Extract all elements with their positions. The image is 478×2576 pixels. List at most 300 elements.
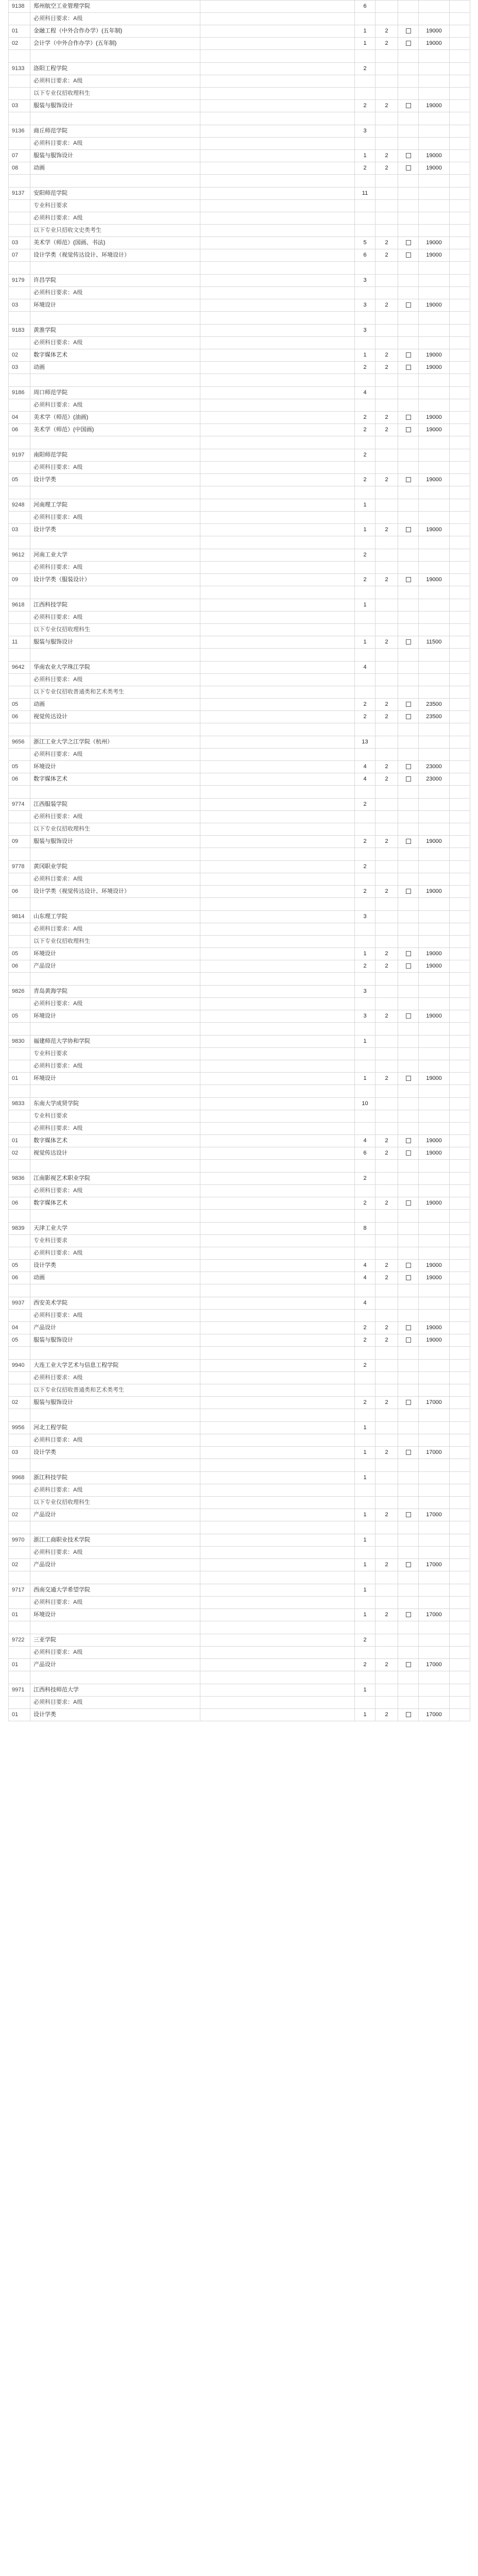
empty-cell: [375, 1098, 398, 1110]
empty-cell: [450, 1185, 470, 1197]
major-row: [9, 299, 470, 312]
school-row: [9, 1584, 470, 1597]
school-name: 福建师范大学协和学院: [30, 1036, 200, 1048]
tuition-fee: 23000: [419, 761, 450, 773]
plan-count: 1: [355, 1534, 375, 1547]
empty-cell: [419, 911, 450, 923]
empty-cell: [419, 212, 450, 225]
empty-cell: [375, 200, 398, 212]
empty-cell: [375, 312, 398, 325]
empty-cell: [398, 562, 419, 574]
empty-cell: [450, 362, 470, 374]
plan-count: 4: [355, 1297, 375, 1310]
empty-cell: [398, 512, 419, 524]
plan-count: 2: [355, 1322, 375, 1334]
empty-cell: [419, 1048, 450, 1060]
tuition-fee: 19000: [419, 349, 450, 362]
empty-cell: [200, 1497, 355, 1509]
empty-cell: [355, 823, 375, 836]
major-row: [9, 1135, 470, 1147]
empty-cell: [398, 536, 419, 549]
empty-cell: [30, 973, 200, 986]
empty-cell: [355, 1247, 375, 1260]
empty-cell: [375, 736, 398, 749]
empty-cell: [30, 1409, 200, 1422]
empty-cell: [419, 1472, 450, 1484]
empty-cell: [450, 287, 470, 299]
empty-cell: [450, 162, 470, 175]
empty-cell: [450, 773, 470, 786]
empty-cell: [30, 1085, 200, 1098]
empty-cell: [398, 1123, 419, 1135]
checkbox-cell: [398, 886, 419, 898]
row-code: [9, 1697, 30, 1709]
major-name: 动画: [30, 699, 200, 711]
requirement-row: [9, 225, 470, 237]
empty-cell: [450, 873, 470, 886]
empty-cell: [355, 436, 375, 449]
empty-cell: [450, 1547, 470, 1559]
empty-cell: [375, 1634, 398, 1647]
checkbox-icon: [406, 302, 411, 308]
checkbox-cell: [398, 574, 419, 586]
major-name: 设计学类（视觉传达设计、环境设计）: [30, 886, 200, 898]
row-code: [9, 1123, 30, 1135]
requirement-text: 必须科目要求：A级: [30, 138, 200, 150]
empty-cell: [450, 112, 470, 125]
plan-count: 1: [355, 25, 375, 38]
empty-cell: [355, 175, 375, 188]
empty-cell: [450, 1422, 470, 1434]
empty-cell: [419, 986, 450, 998]
empty-cell: [419, 898, 450, 911]
empty-cell: [200, 686, 355, 699]
empty-cell: [200, 1210, 355, 1223]
empty-cell: [398, 1372, 419, 1384]
checkbox-icon: [406, 1662, 411, 1667]
empty-cell: [9, 312, 30, 325]
spacer-row: [9, 536, 470, 549]
empty-cell: [398, 1697, 419, 1709]
empty-cell: [398, 624, 419, 636]
school-name: 河南理工学院: [30, 499, 200, 512]
empty-cell: [30, 1023, 200, 1036]
empty-cell: [450, 836, 470, 848]
school-row: [9, 599, 470, 612]
empty-cell: [200, 1272, 355, 1284]
empty-cell: [9, 50, 30, 63]
empty-cell: [375, 861, 398, 873]
spacer-row: [9, 486, 470, 499]
row-code: [9, 1235, 30, 1247]
spacer-row: [9, 374, 470, 387]
requirement-row: [9, 1497, 470, 1509]
empty-cell: [450, 1584, 470, 1597]
study-years: 2: [375, 1447, 398, 1459]
study-years: 2: [375, 150, 398, 162]
empty-cell: [30, 1671, 200, 1684]
empty-cell: [398, 998, 419, 1010]
empty-cell: [450, 374, 470, 387]
empty-cell: [450, 175, 470, 188]
empty-cell: [355, 562, 375, 574]
empty-cell: [398, 861, 419, 873]
major-code: 03: [9, 237, 30, 249]
empty-cell: [450, 1210, 470, 1223]
plan-count: 4: [355, 1260, 375, 1272]
empty-cell: [30, 1347, 200, 1360]
school-row: [9, 986, 470, 998]
empty-cell: [375, 873, 398, 886]
tuition-fee: 19000: [419, 25, 450, 38]
plan-count: 2: [355, 549, 375, 562]
requirement-row: [9, 1185, 470, 1197]
study-years: 2: [375, 299, 398, 312]
empty-cell: [398, 1060, 419, 1073]
empty-cell: [355, 225, 375, 237]
empty-cell: [450, 1297, 470, 1310]
empty-cell: [450, 1284, 470, 1297]
empty-cell: [375, 188, 398, 200]
school-code: 9612: [9, 549, 30, 562]
row-code: [9, 138, 30, 150]
empty-cell: [450, 50, 470, 63]
empty-cell: [419, 88, 450, 100]
requirement-text: 必须科目要求：A级: [30, 811, 200, 823]
major-row: [9, 886, 470, 898]
empty-cell: [200, 1235, 355, 1247]
empty-cell: [398, 462, 419, 474]
plan-count: 3: [355, 1010, 375, 1023]
tuition-fee: 19000: [419, 424, 450, 436]
empty-cell: [419, 200, 450, 212]
empty-cell: [450, 1360, 470, 1372]
school-code: 9826: [9, 986, 30, 998]
plan-count: 1: [355, 636, 375, 649]
school-row: [9, 1223, 470, 1235]
row-code: [9, 749, 30, 761]
empty-cell: [375, 1048, 398, 1060]
school-name: 三亚学院: [30, 1634, 200, 1647]
major-code: 03: [9, 362, 30, 374]
tuition-fee: 19000: [419, 1073, 450, 1085]
empty-cell: [375, 1422, 398, 1434]
empty-cell: [200, 612, 355, 624]
empty-cell: [200, 1397, 355, 1409]
empty-cell: [9, 1210, 30, 1223]
major-code: 05: [9, 1260, 30, 1272]
requirement-row: [9, 1247, 470, 1260]
empty-cell: [419, 1247, 450, 1260]
major-name: 产品设计: [30, 1659, 200, 1671]
empty-cell: [355, 1347, 375, 1360]
requirement-text: 必须科目要求：A级: [30, 212, 200, 225]
empty-cell: [9, 1459, 30, 1472]
empty-cell: [200, 1509, 355, 1521]
school-row: [9, 911, 470, 923]
school-name: 黄淮学院: [30, 325, 200, 337]
empty-cell: [419, 13, 450, 25]
empty-cell: [375, 512, 398, 524]
empty-cell: [450, 1247, 470, 1260]
empty-cell: [398, 1048, 419, 1060]
empty-cell: [419, 399, 450, 412]
empty-cell: [30, 723, 200, 736]
row-code: [9, 1597, 30, 1609]
empty-cell: [200, 1609, 355, 1621]
spacer-row: [9, 1571, 470, 1584]
major-name: 产品设计: [30, 1559, 200, 1571]
school-name: 浙江工商职业技术学院: [30, 1534, 200, 1547]
empty-cell: [398, 287, 419, 299]
requirement-row: [9, 811, 470, 823]
tuition-fee: 17000: [419, 1447, 450, 1459]
empty-cell: [398, 1160, 419, 1173]
empty-cell: [398, 723, 419, 736]
empty-cell: [355, 1697, 375, 1709]
plan-count: 4: [355, 662, 375, 674]
row-code: [9, 287, 30, 299]
spacer-row: [9, 973, 470, 986]
requirement-text: 必须科目要求：A级: [30, 923, 200, 936]
study-years: 2: [375, 1073, 398, 1085]
school-row: [9, 1534, 470, 1547]
empty-cell: [200, 1659, 355, 1671]
row-code: [9, 1110, 30, 1123]
empty-cell: [375, 1472, 398, 1484]
checkbox-cell: [398, 960, 419, 973]
school-code: 9179: [9, 275, 30, 287]
empty-cell: [9, 586, 30, 599]
empty-cell: [375, 799, 398, 811]
empty-cell: [9, 649, 30, 662]
empty-cell: [419, 1123, 450, 1135]
empty-cell: [375, 1123, 398, 1135]
checkbox-icon: [406, 764, 411, 769]
empty-cell: [375, 1547, 398, 1559]
study-years: 2: [375, 100, 398, 112]
empty-cell: [30, 436, 200, 449]
major-code: 06: [9, 960, 30, 973]
empty-cell: [419, 936, 450, 948]
empty-cell: [375, 649, 398, 662]
empty-cell: [200, 424, 355, 436]
empty-cell: [9, 486, 30, 499]
major-name: 设计学类: [30, 1709, 200, 1721]
row-code: [9, 200, 30, 212]
school-name: 江南影视艺术职业学院: [30, 1173, 200, 1185]
major-code: 09: [9, 574, 30, 586]
school-name: 黄冈职业学院: [30, 861, 200, 873]
empty-cell: [375, 138, 398, 150]
empty-cell: [375, 1534, 398, 1547]
empty-cell: [419, 1671, 450, 1684]
empty-cell: [375, 998, 398, 1010]
empty-cell: [200, 1023, 355, 1036]
plan-count: 8: [355, 1223, 375, 1235]
plan-count: 1: [355, 349, 375, 362]
plan-count: 3: [355, 986, 375, 998]
empty-cell: [450, 75, 470, 88]
empty-cell: [450, 599, 470, 612]
empty-cell: [450, 736, 470, 749]
empty-cell: [355, 1123, 375, 1135]
empty-cell: [200, 1197, 355, 1210]
empty-cell: [355, 674, 375, 686]
empty-cell: [375, 1459, 398, 1472]
empty-cell: [200, 823, 355, 836]
checkbox-icon: [406, 41, 411, 46]
requirement-row: [9, 1434, 470, 1447]
empty-cell: [419, 499, 450, 512]
checkbox-icon: [406, 1275, 411, 1280]
empty-cell: [419, 861, 450, 873]
checkbox-cell: [398, 773, 419, 786]
empty-cell: [9, 973, 30, 986]
empty-cell: [30, 1571, 200, 1584]
empty-cell: [419, 374, 450, 387]
major-name: 环境设计: [30, 1010, 200, 1023]
empty-cell: [9, 898, 30, 911]
checkbox-cell: [398, 424, 419, 436]
empty-cell: [200, 1360, 355, 1372]
empty-cell: [419, 1297, 450, 1310]
empty-cell: [355, 1647, 375, 1659]
empty-cell: [375, 911, 398, 923]
empty-cell: [398, 986, 419, 998]
empty-cell: [419, 562, 450, 574]
empty-cell: [200, 486, 355, 499]
empty-cell: [398, 1521, 419, 1534]
empty-cell: [200, 1048, 355, 1060]
requirement-row: [9, 75, 470, 88]
empty-cell: [450, 486, 470, 499]
requirement-row: [9, 337, 470, 349]
empty-cell: [375, 898, 398, 911]
row-code: [9, 674, 30, 686]
study-years: 2: [375, 38, 398, 50]
empty-cell: [398, 1284, 419, 1297]
plan-count: 2: [355, 1334, 375, 1347]
study-years: 2: [375, 1559, 398, 1571]
empty-cell: [398, 649, 419, 662]
school-code: 9971: [9, 1684, 30, 1697]
major-row: [9, 1010, 470, 1023]
empty-cell: [9, 786, 30, 799]
empty-cell: [450, 923, 470, 936]
checkbox-icon: [406, 1612, 411, 1617]
school-row: [9, 1173, 470, 1185]
spacer-row: [9, 112, 470, 125]
major-row: [9, 1147, 470, 1160]
empty-cell: [375, 1384, 398, 1397]
empty-cell: [450, 1559, 470, 1571]
empty-cell: [200, 474, 355, 486]
empty-cell: [9, 175, 30, 188]
major-code: 05: [9, 948, 30, 960]
requirement-text: 以下专业仅招收普通类和艺术类考生: [30, 686, 200, 699]
empty-cell: [355, 612, 375, 624]
empty-cell: [419, 1571, 450, 1584]
school-code: 9968: [9, 1472, 30, 1484]
empty-cell: [398, 275, 419, 287]
empty-cell: [375, 1521, 398, 1534]
empty-cell: [200, 374, 355, 387]
empty-cell: [375, 262, 398, 275]
empty-cell: [200, 1597, 355, 1609]
plan-count: 4: [355, 773, 375, 786]
tuition-fee: 19000: [419, 836, 450, 848]
empty-cell: [398, 188, 419, 200]
empty-cell: [200, 499, 355, 512]
requirement-row: [9, 936, 470, 948]
plan-count: 1: [355, 499, 375, 512]
plan-count: 6: [355, 1147, 375, 1160]
requirement-text: 专业科目要求: [30, 1235, 200, 1247]
empty-cell: [355, 848, 375, 861]
spacer-row: [9, 175, 470, 188]
major-code: 02: [9, 1509, 30, 1521]
major-row: [9, 1073, 470, 1085]
tuition-fee: 19000: [419, 524, 450, 536]
empty-cell: [450, 986, 470, 998]
empty-cell: [200, 1223, 355, 1235]
major-name: 设计学类: [30, 524, 200, 536]
tuition-fee: 19000: [419, 1272, 450, 1284]
plan-count: 1: [355, 1559, 375, 1571]
empty-cell: [419, 287, 450, 299]
school-code: 9830: [9, 1036, 30, 1048]
empty-cell: [30, 112, 200, 125]
empty-cell: [398, 1671, 419, 1684]
empty-cell: [355, 1372, 375, 1384]
checkbox-cell: [398, 100, 419, 112]
empty-cell: [355, 723, 375, 736]
checkbox-icon: [406, 28, 411, 33]
requirement-text: 必须科目要求：A级: [30, 1697, 200, 1709]
empty-cell: [200, 512, 355, 524]
empty-cell: [200, 960, 355, 973]
checkbox-cell: [398, 299, 419, 312]
plan-count: 1: [355, 948, 375, 960]
empty-cell: [450, 1597, 470, 1609]
checkbox-cell: [398, 1609, 419, 1621]
empty-cell: [450, 1310, 470, 1322]
empty-cell: [398, 848, 419, 861]
empty-cell: [375, 1484, 398, 1497]
plan-count: 10: [355, 1098, 375, 1110]
row-code: [9, 1372, 30, 1384]
major-row: [9, 1322, 470, 1334]
empty-cell: [398, 13, 419, 25]
empty-cell: [450, 699, 470, 711]
requirement-row: [9, 212, 470, 225]
tuition-fee: 17000: [419, 1609, 450, 1621]
empty-cell: [200, 1484, 355, 1497]
empty-cell: [450, 948, 470, 960]
empty-cell: [200, 162, 355, 175]
requirement-text: 必须科目要求：A级: [30, 1434, 200, 1447]
major-code: 06: [9, 424, 30, 436]
empty-cell: [200, 649, 355, 662]
empty-cell: [450, 249, 470, 262]
empty-cell: [419, 811, 450, 823]
school-row: [9, 387, 470, 399]
empty-cell: [450, 1647, 470, 1659]
school-row: [9, 275, 470, 287]
empty-cell: [450, 536, 470, 549]
empty-cell: [200, 150, 355, 162]
